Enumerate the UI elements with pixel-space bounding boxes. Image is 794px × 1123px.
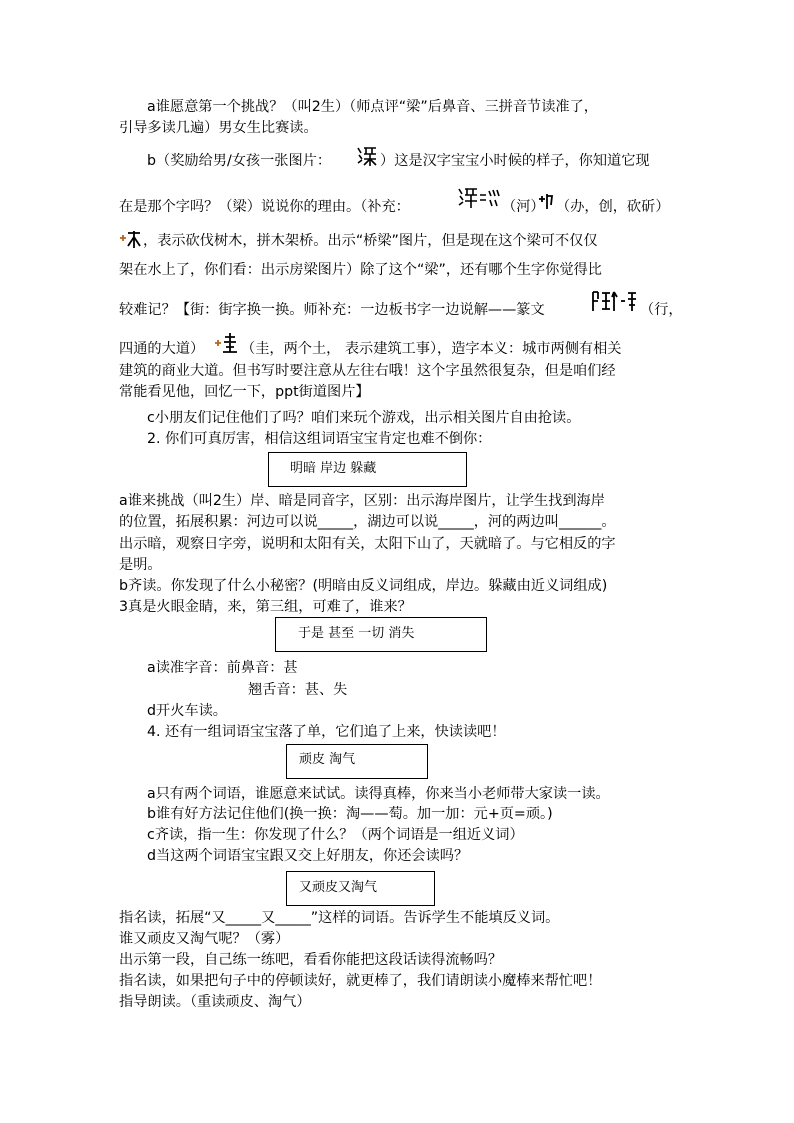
text-line: b齐读。你发现了什么小秘密？(明暗由反义词组成，岸边。躲藏由近义词组成) xyxy=(119,578,608,594)
seal-xing-icon xyxy=(590,289,638,315)
text-line: 在是那个字吗？（梁）说说你的理由。（补充： xyxy=(119,199,410,215)
text-line: a只有两个词语，谁愿意来试试。读得真棒，你来当小老师带大家读一读。 xyxy=(147,786,610,802)
text-line: 2. 你们可真厉害，相信这组词语宝宝肯定也难不倒你： xyxy=(147,431,492,447)
seal-he-icon xyxy=(457,186,501,210)
seal-gui-icon xyxy=(214,332,238,354)
text-line: 指导朗读。（重读顽皮、淘气） xyxy=(119,994,311,1010)
text-line: 3真是火眼金睛，来，第三组，可难了，谁来？ xyxy=(119,599,412,615)
text-line: 翘舌音：甚、失 xyxy=(248,682,348,698)
seal-ren-icon xyxy=(536,191,554,211)
word-box-text: 又顽皮又淘气 xyxy=(299,880,378,895)
text-line: （办，创，砍斫） xyxy=(556,199,670,215)
word-box xyxy=(268,452,467,487)
text-line: ）这是汉字宝宝小时候的样子，你知道它现 xyxy=(380,153,650,169)
seal-mu-icon xyxy=(119,229,141,249)
text-line: c齐读，指一生：你发现了什么？（两个词语是一组近义词） xyxy=(147,827,524,843)
text-line: a谁来挑战（叫2生）岸、暗是同音字，区别：出示海岸图片，让学生找到海岸 xyxy=(119,493,605,509)
text-line: 较难记？【街：街字换一换。师补充：一边板书字一边说解——篆文 xyxy=(119,302,545,318)
text-line: 建筑的商业大道。但书写时要注意从左往右哦！这个字虽然很复杂，但是咱们经 xyxy=(119,363,616,379)
word-box-text: 顽皮 淘气 xyxy=(299,752,356,767)
text-line: d当这两个词语宝宝跟又交上好朋友，你还会读吗？ xyxy=(147,848,469,864)
text-line: a谁愿意第一个挑战？（叫2生）（师点评“梁”后鼻音、三拼音节读准了， xyxy=(147,99,598,115)
text-line: 出示暗，观察日字旁，说明和太阳有关，太阳下山了，天就暗了。与它相反的字 xyxy=(119,536,616,552)
text-line: （河） xyxy=(502,199,545,215)
text-line: ，表示砍伐树木，拼木架桥。出示“桥梁”图片，但是现在这个梁可不仅仅 xyxy=(143,233,598,249)
word-box xyxy=(286,744,428,779)
text-line: b（奖励给男/女孩一张图片： xyxy=(147,153,332,169)
text-line: （行， xyxy=(640,302,683,318)
text-line: b谁有好方法记住他们(换一换：淘——萄。加一加：元+页=顽。) xyxy=(147,806,553,822)
text-line: 出示第一段，自己练一练吧，看看你能把这段话读得流畅吗？ xyxy=(119,952,503,968)
word-box xyxy=(275,617,487,652)
text-line: 是明。 xyxy=(119,557,162,573)
text-line: 4. 还有一组词语宝宝落了单，它们追了上来，快读读吧！ xyxy=(147,724,506,740)
text-line: d开火车读。 xyxy=(147,703,227,719)
text-line: 指名读，如果把句子中的停顿读好，就更棒了，我们请朗读小魔棒来帮忙吧！ xyxy=(119,973,602,989)
word-box xyxy=(286,871,435,906)
word-box-text: 明暗 岸边 躲藏 xyxy=(290,461,377,476)
text-line: c小朋友们记住他们了吗？咱们来玩个游戏，出示相关图片自由抢读。 xyxy=(147,410,581,426)
text-line: 四通的大道） xyxy=(119,341,205,357)
text-line: 谁又顽皮又淘气呢？（雾） xyxy=(119,931,290,947)
word-box-text: 于是 甚至 一切 消失 xyxy=(298,626,415,641)
text-line: （圭，两个土， 表示建筑工事），造字本义：城市两侧有相关 xyxy=(241,341,622,357)
text-line: 引导多读几遍）男女生比赛读。 xyxy=(119,120,318,136)
seal-liang-icon xyxy=(356,145,378,167)
text-line: 常能看见他，回忆一下，ppt街道图片】 xyxy=(119,384,370,400)
text-line: a读准字音：前鼻音：甚 xyxy=(147,660,298,676)
text-line: 指名读，拓展“又_____又_____”这样的词语。告诉学生不能填反义词。 xyxy=(119,910,560,926)
text-line: 的位置，拓展积累：河边可以说_____，湖边可以说_____，河的两边叫______。 xyxy=(119,514,616,530)
text-line: 架在水上了，你们看：出示房梁图片）除了这个“梁”，还有哪个生字你觉得比 xyxy=(119,262,602,278)
